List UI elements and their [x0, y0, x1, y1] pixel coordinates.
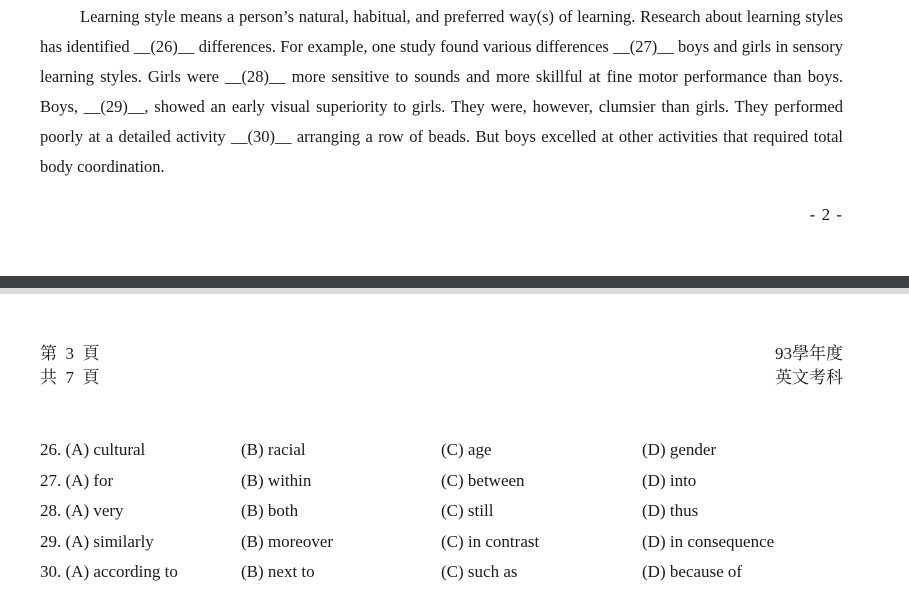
answer-options: [40, 440, 860, 593]
question-option-d: (D) into: [642, 470, 697, 490]
exam-title-header: [775, 342, 843, 390]
page-count-header: [40, 342, 100, 390]
option-a-text: (A) cultural: [65, 440, 146, 459]
question-option-a: [40, 532, 154, 552]
page-number: - 2 -: [809, 205, 843, 224]
question-option-d: (D) gender: [642, 440, 717, 459]
question-option-c: (C) still: [441, 501, 494, 520]
question-option-b: (B) next to: [241, 562, 315, 581]
exam-year-label: 93學年度: [775, 344, 843, 363]
question-row-30: [40, 562, 860, 593]
question-option-b: (B) moreover: [241, 531, 334, 551]
total-pages-label: 共 7 頁: [40, 368, 100, 387]
question-option-a: [40, 562, 178, 582]
current-page-label: 第 3 頁: [40, 344, 100, 363]
option-a-text: (A) according to: [65, 562, 178, 581]
exam-subject-label: 英文考科: [775, 368, 843, 387]
question-option-c: (C) in contrast: [441, 531, 540, 551]
question-row-27: [40, 471, 860, 502]
page-3-top: [0, 294, 909, 600]
question-row-29: [40, 532, 860, 563]
question-option-d: (D) thus: [642, 501, 699, 520]
page-2-bottom: [0, 0, 909, 276]
question-option-a: [40, 471, 113, 491]
question-option-c: (C) between: [441, 470, 525, 490]
question-number: 27.: [40, 470, 62, 490]
question-option-b: (B) both: [241, 501, 299, 520]
option-a-text: (A) for: [65, 470, 114, 490]
question-row-26: [40, 440, 860, 471]
option-a-text: (A) similarly: [65, 531, 154, 551]
question-option-d: (D) in consequence: [642, 531, 775, 551]
page-divider: [0, 276, 909, 288]
question-option-d: (D) because of: [642, 562, 743, 581]
question-number: 28.: [40, 501, 62, 520]
question-number: 30.: [40, 562, 62, 581]
question-option-b: (B) within: [241, 470, 312, 490]
question-option-c: (C) such as: [441, 562, 518, 581]
option-a-text: (A) very: [65, 501, 124, 520]
passage-text: Learning style means a person’s natural, habitual, and preferred way(s) of learning. Research about learning styles has identified __(26)__ differences. For example, one study found various differences __(27)__ boys and girls in sensory learning styles. Girls were __(28)__ more sensitive to sounds and more skillful at fine motor performance than boys. Boys, __(29)__, showed an early visual superiority to girls. They were, however, clumsier than girls. They performed poorly at a detailed activity __(30)__ arranging a row of beads. But boys excelled at other activities that required total body coordination.: [40, 7, 843, 176]
question-option-a: [40, 440, 145, 460]
cloze-passage: [40, 2, 843, 182]
question-row-28: [40, 501, 860, 532]
question-number: 26.: [40, 440, 62, 459]
question-option-a: [40, 501, 124, 521]
question-number: 29.: [40, 531, 62, 551]
question-option-c: (C) age: [441, 440, 492, 459]
question-option-b: (B) racial: [241, 440, 306, 459]
